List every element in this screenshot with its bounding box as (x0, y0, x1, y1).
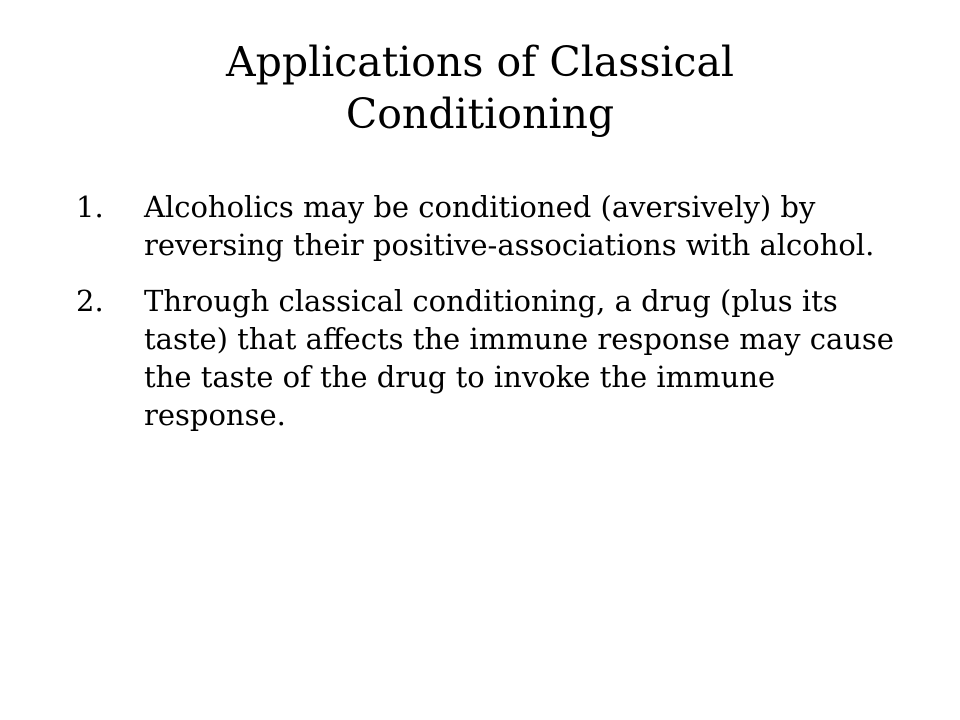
list-item-1 (76, 188, 896, 264)
list-item-2-number: 2. (76, 284, 104, 318)
slide-title (80, 36, 880, 140)
slide-title-line-2: Conditioning (345, 90, 615, 138)
slide-title-line-1: Applications of Classical (225, 38, 734, 86)
list-item-1-number: 1. (76, 190, 104, 224)
list-item-2 (76, 282, 896, 434)
list-item-1-text: Alcoholics may be conditioned (aversively) by reversing their positive-associations with alcohol. (144, 190, 875, 262)
list-item-2-text: Through classical conditioning, a drug (plus its taste) that affects the immune response may cause the taste of the drug to invoke the immune response. (144, 284, 894, 432)
numbered-list (76, 188, 896, 452)
